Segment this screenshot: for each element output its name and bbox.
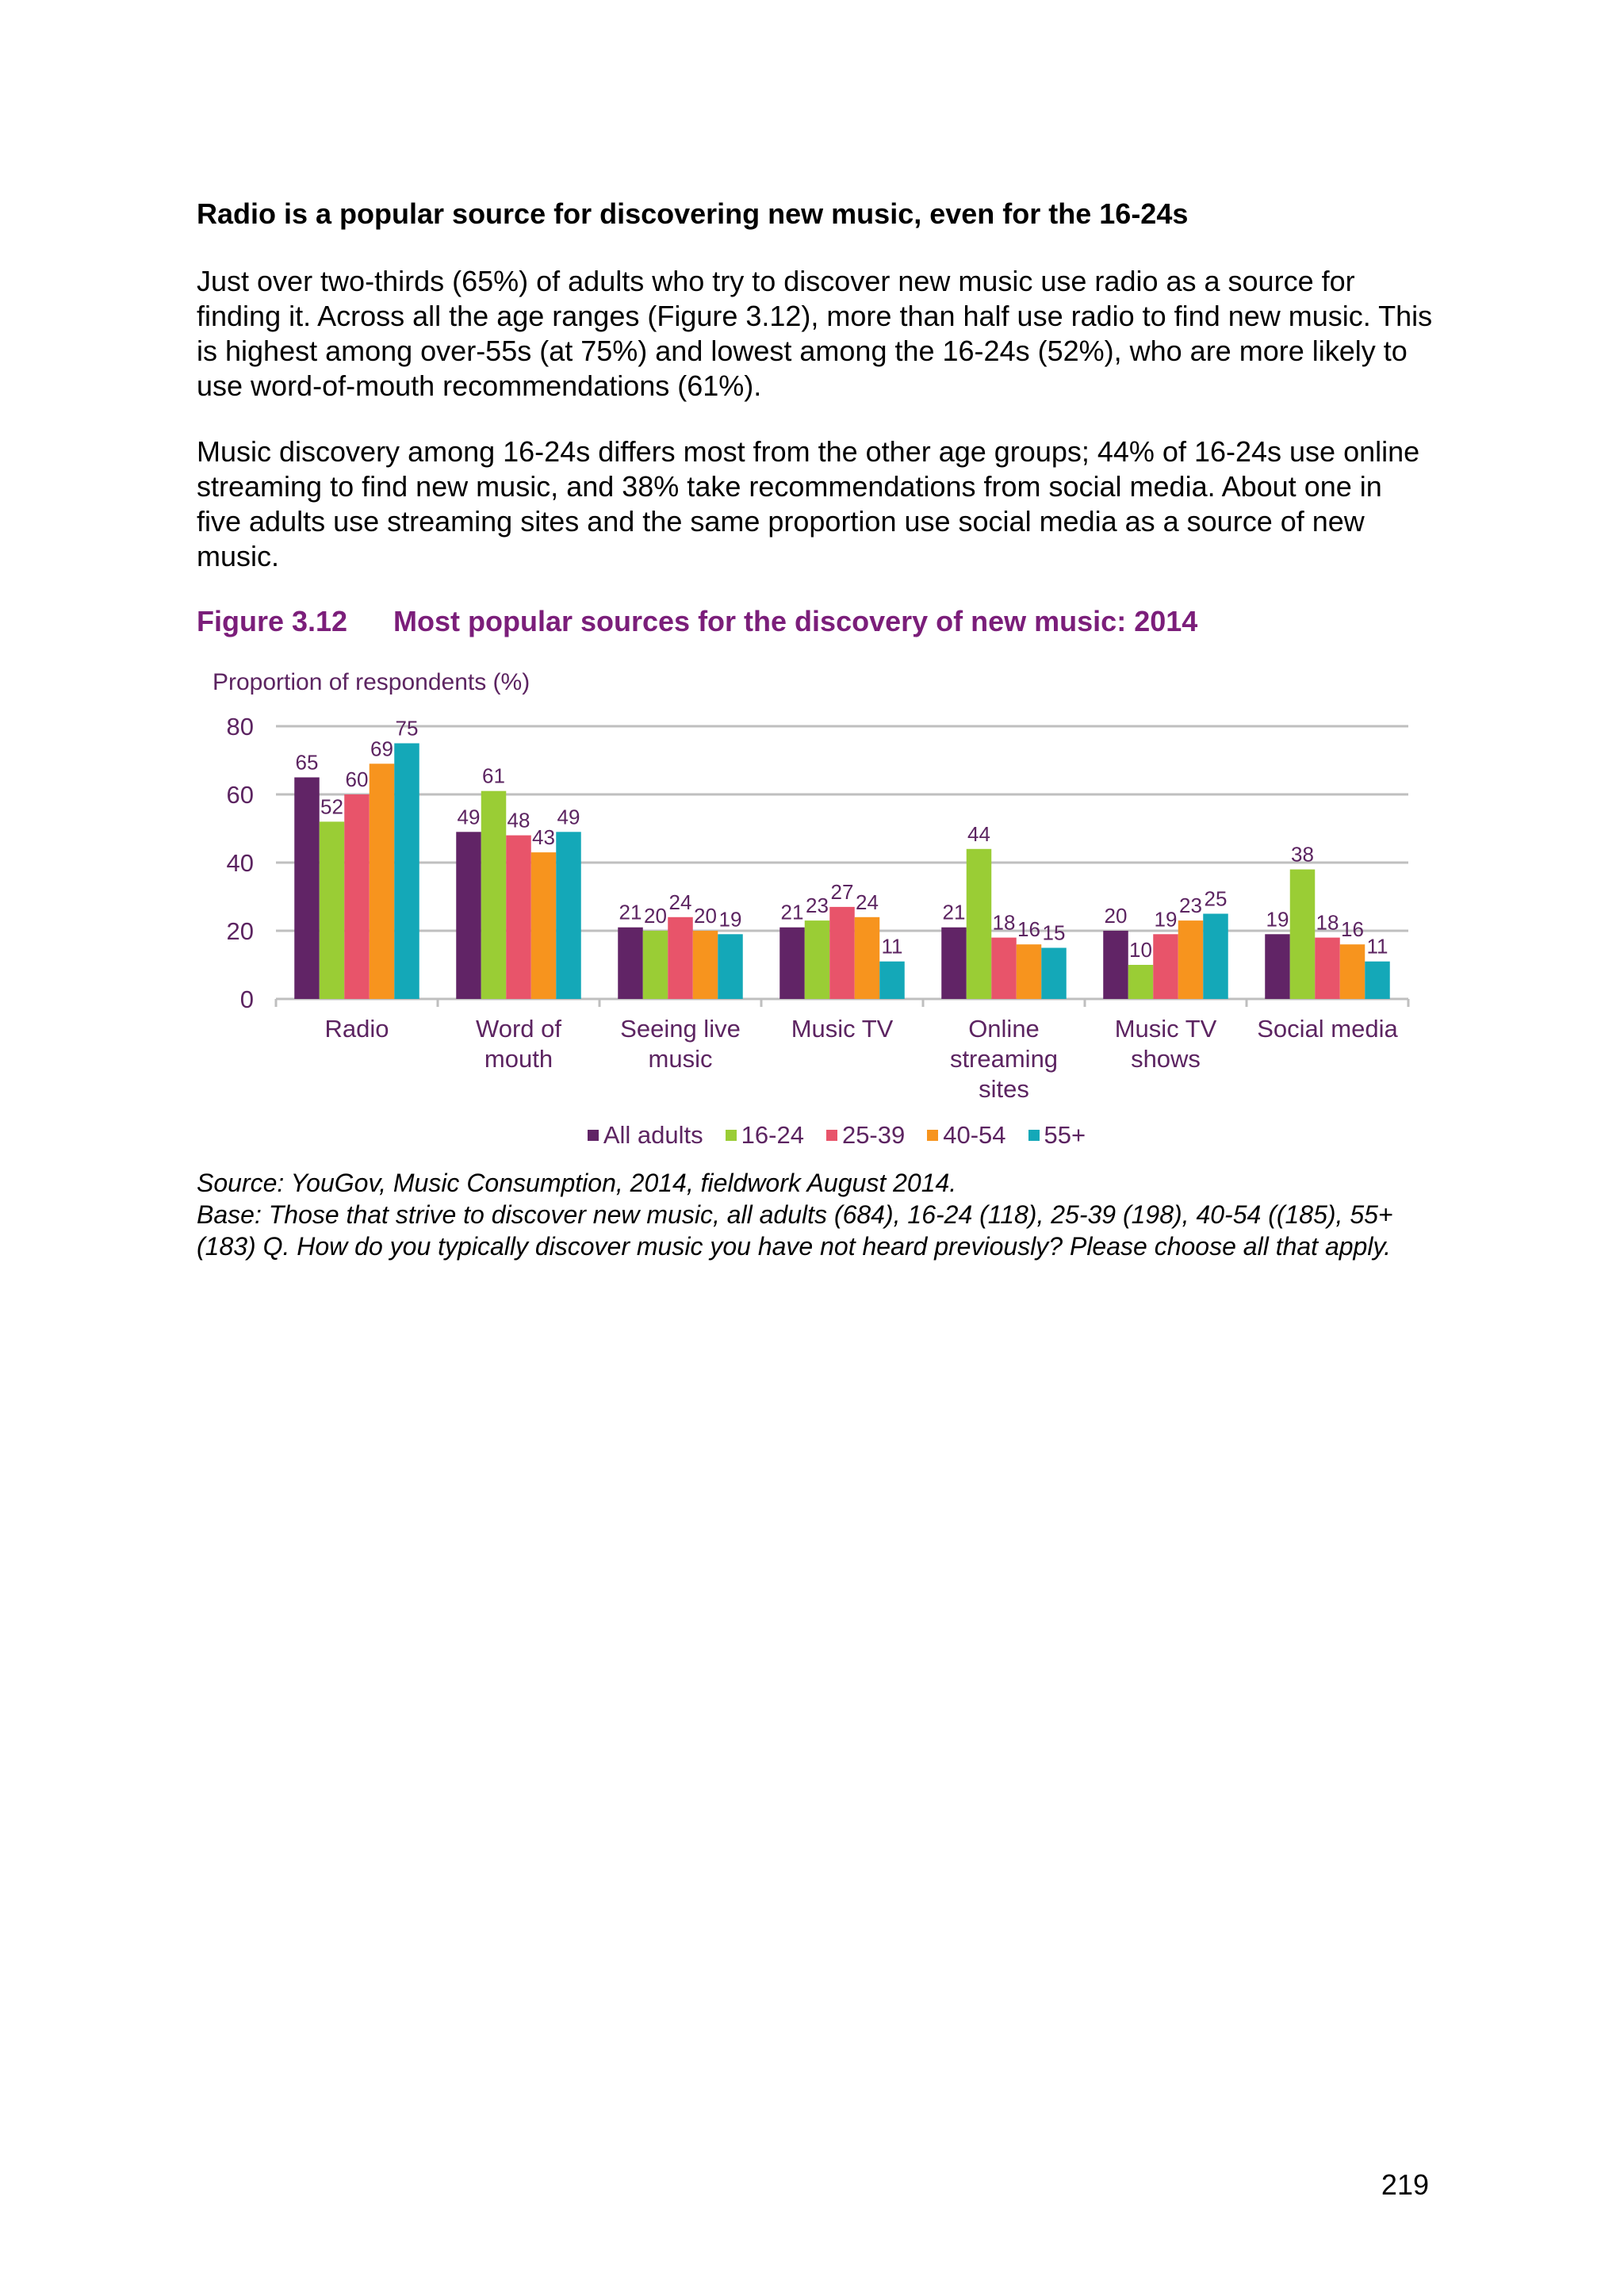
data-label: 25 [1204,886,1228,911]
bar [693,931,718,999]
bar [941,928,967,999]
data-label: 24 [668,890,692,914]
x-tick-label [476,1015,561,1073]
bar [643,931,668,999]
data-label: 19 [1154,907,1178,932]
page-number: 219 [1381,2168,1429,2201]
data-label: 15 [1042,920,1066,945]
bar [718,934,743,999]
bar [481,791,507,999]
legend-item [1028,1119,1086,1151]
data-label: 60 [345,767,369,791]
legend-swatch [726,1130,737,1141]
data-label: 16 [1341,917,1364,942]
bar [1315,938,1340,999]
section-heading: Radio is a popular source for discovering new music, even for the 16-24s [197,197,1189,230]
bar [829,907,855,999]
bar [618,928,643,999]
x-tick-label [791,1015,894,1043]
bar [967,849,992,999]
bar [668,917,693,999]
data-label: 11 [881,934,903,959]
legend-label: 25-39 [841,1121,906,1149]
y-tick-label: 40 [226,849,254,877]
figure-number: Figure 3.12 [197,605,348,637]
bar [1265,934,1290,999]
bar [294,778,320,1000]
bar [1041,948,1067,1000]
bar [556,832,581,999]
bar [506,836,531,999]
bar [1340,944,1365,999]
bar [320,821,345,999]
legend-swatch [1028,1130,1040,1141]
figure-caption: Most popular sources for the discovery of new music: 2014 [393,605,1198,637]
x-tick-label-line: Radio [324,1015,389,1043]
legend-label: All adults [603,1121,703,1149]
x-tick-label-line: Word of [476,1015,561,1043]
bar [879,962,905,999]
data-label: 24 [856,890,879,914]
data-label: 65 [295,750,319,775]
bar [394,744,419,1000]
data-label: 19 [1266,907,1289,932]
base-line: Base: Those that strive to discover new music, all adults (684), 16-24 (118), 25-39 (198), 40-54 ((185), 55+ (183) Q. How do you typically discover music you have not heard previously? Please choose all that apply. [197,1200,1393,1261]
bar [344,794,370,999]
data-label: 43 [532,825,555,850]
bar [805,920,830,999]
x-tick-label-line: Social media [1257,1015,1398,1043]
legend-swatch [588,1130,599,1141]
data-label: 10 [1129,938,1152,962]
bar [456,832,481,999]
bar [991,938,1017,999]
bar [1290,870,1316,999]
data-label: 44 [967,821,990,846]
data-label: 52 [320,794,343,819]
bar [1178,920,1204,999]
bar [531,852,557,999]
data-label: 18 [992,910,1016,935]
source-line: Source: YouGov, Music Consumption, 2014, fieldwork August 2014. [197,1169,957,1197]
legend-item [588,1119,703,1151]
y-tick-label: 0 [239,985,254,1013]
data-label: 21 [619,900,642,924]
legend-item [826,1119,905,1151]
legend-swatch [927,1130,938,1141]
bar [855,917,880,999]
bar [1103,931,1128,999]
body-paragraph: Music discovery among 16-24s differs most from the other age groups; 44% of 16-24s use online streaming to find new music, and 38% take recommendations from social media. About one in five adults use streaming sites and the same proportion use social media as a source of new music. [197,435,1420,572]
y-axis-label: Proportion of respondents (%) [213,669,530,695]
data-label: 23 [1179,894,1202,918]
data-label: 18 [1316,910,1339,935]
data-label: 49 [557,805,580,829]
bar [1203,914,1228,1000]
data-label: 19 [718,907,742,932]
x-tick-label [620,1015,741,1073]
data-label: 23 [806,894,829,918]
x-tick-label-line: Online [968,1015,1040,1043]
chart-legend [0,1119,1624,1151]
data-label: 38 [1291,842,1314,867]
x-tick-label-line: Seeing live [620,1015,741,1043]
x-tick-label [950,1015,1058,1103]
legend-item [726,1119,804,1151]
bar [1128,965,1154,999]
y-tick-label: 20 [226,917,254,945]
x-tick-label-line: streaming [949,1045,1059,1073]
data-label: 48 [507,808,530,832]
x-tick-label-line: mouth [484,1045,553,1073]
data-label: 11 [1366,934,1388,959]
y-tick-label: 80 [226,713,254,740]
data-label: 61 [482,763,505,788]
data-label: 49 [457,805,481,829]
data-label: 20 [1104,904,1128,928]
y-tick-label: 60 [226,781,254,809]
legend-swatch [826,1130,837,1141]
x-tick-label-line: Music TV [791,1015,894,1043]
data-label: 69 [370,737,393,761]
data-label: 75 [395,716,419,740]
bar [1365,962,1390,999]
figure-title [197,604,1465,639]
x-tick-label [1257,1015,1398,1043]
bar [1153,934,1178,999]
bar-chart [174,650,1427,1110]
data-label: 27 [830,879,854,904]
x-tick-label [325,1015,389,1043]
legend-label: 16-24 [741,1121,804,1149]
source-notes [197,1167,1434,1262]
data-label: 21 [942,900,966,924]
x-tick-label-line: music [648,1045,713,1073]
x-tick-label [1115,1015,1217,1073]
legend-label: 55+ [1044,1121,1086,1149]
legend-item [927,1119,1005,1151]
legend-label: 40-54 [943,1121,1006,1149]
data-label: 21 [780,900,804,924]
bar [370,763,395,999]
data-label: 16 [1017,917,1040,942]
x-tick-label-line: Music TV [1114,1015,1217,1043]
bar [1017,944,1042,999]
data-label: 20 [694,904,717,928]
body-paragraph: Just over two-thirds (65%) of adults who try to discover new music use radio as a source for finding it. Across all the age ranges (Figure 3.12), more than half use radio to find new music. This is highest among over-55s (at 75%) and lowest among the 16-24s (52%), who are more likely to use word-of-mouth recommendations (61%). [197,265,1433,402]
x-tick-label-line: shows [1131,1045,1201,1073]
data-label: 20 [644,904,667,928]
bar [779,928,805,999]
x-tick-label-line: sites [979,1075,1029,1103]
